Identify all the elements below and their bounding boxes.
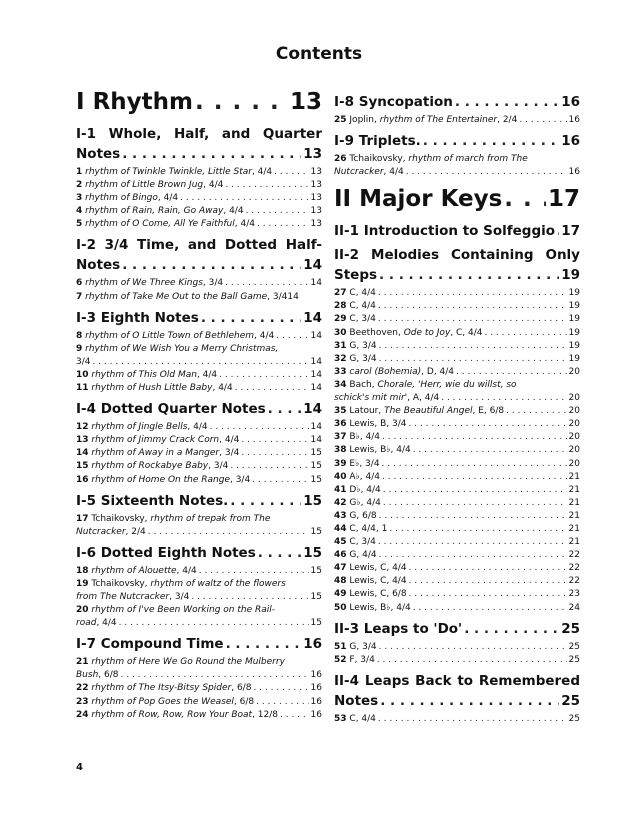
toc-entry: 40 A♭, 4/4 . . . 21	[334, 471, 580, 484]
toc-entry: 18 rhythm of Alouette, 4/4 . . . 15	[76, 565, 322, 578]
toc-entry: 12 rhythm of Jingle Bells, 4/4 . . . 14	[76, 421, 322, 434]
toc-entry: 39 E♭, 3/4 . . . 20	[334, 458, 580, 471]
toc-entry: 46 G, 4/4 . . . 22	[334, 549, 580, 562]
toc-entry: 41 D♭, 4/4 . . . 21	[334, 484, 580, 497]
page-number: 4	[76, 762, 83, 773]
toc-section-heading: I-1 Whole, Half, and Quarter Notes . . . 13	[76, 124, 322, 164]
toc-section-heading: I-3 Eighth Notes . . . 14	[76, 308, 322, 328]
toc-entry: 53 C, 4/4 . . . 25	[334, 713, 580, 726]
toc-section-heading: I-8 Syncopation . . . 16	[334, 92, 580, 112]
toc-entry: 21 rhythm of Here We Go Round the Mulberry Bush, 6/8 . . . 16	[76, 656, 322, 682]
toc-section-heading: II-2 Melodies Containing Only Steps . . . 19	[334, 245, 580, 285]
toc-entry: 15 rhythm of Rockabye Baby, 3/4 . . . 15	[76, 460, 322, 473]
toc-section-heading: I-9 Triplets. . . . 16	[334, 131, 580, 151]
page-title: Contents	[275, 44, 363, 64]
toc-entry: 2 rhythm of Little Brown Jug, 4/4 . . . 13	[76, 179, 322, 192]
toc-entry: 43 G, 6/8 . . . 21	[334, 510, 580, 523]
toc-entry: 25 Joplin, rhythm of The Entertainer, 2/4 . . . 16	[334, 114, 580, 127]
toc-section-heading: I-7 Compound Time . . . 16	[76, 634, 322, 654]
toc-part-heading: II Major Keys . . . 17	[334, 185, 580, 213]
toc-section-heading: II-1 Introduction to Solfeggio . . . 17	[334, 221, 580, 241]
toc-section-heading: I-4 Dotted Quarter Notes . . . 14	[76, 399, 322, 419]
toc-entry: 28 C, 4/4 . . . 19	[334, 300, 580, 313]
toc-entry: 9 rhythm of We Wish You a Merry Christmas, 3/4 . . . 14	[76, 343, 322, 369]
toc-section-heading: II-3 Leaps to 'Do' . . . 25	[334, 619, 580, 639]
toc-entry: 14 rhythm of Away in a Manger, 3/4 . . . 15	[76, 447, 322, 460]
toc-entry: 36 Lewis, B, 3/4 . . . 20	[334, 418, 580, 431]
toc-section-heading: II-4 Leaps Back to Remembered Notes . . . 25	[334, 671, 580, 711]
toc-entry: 16 rhythm of Home On the Range, 3/4 . . . 15	[76, 474, 322, 487]
toc-part-heading: I Rhythm . . . 13	[76, 88, 322, 116]
toc-entry: 10 rhythm of This Old Man, 4/4 . . . 14	[76, 369, 322, 382]
toc-entry: 1 rhythm of Twinkle Twinkle, Little Star, 4/4 . . . 13	[76, 166, 322, 179]
toc-entry: 33 carol (Bohemia), D, 4/4 . . . 20	[334, 366, 580, 379]
toc-entry: 31 G, 3/4 . . . 19	[334, 340, 580, 353]
toc-entry: 3 rhythm of Bingo, 4/4 . . . 13	[76, 192, 322, 205]
toc-entry: 30 Beethoven, Ode to Joy, C, 4/4 . . . 19	[334, 327, 580, 340]
toc-entry: 47 Lewis, C, 4/4 . . . 22	[334, 562, 580, 575]
toc-section-heading: I-5 Sixteenth Notes. . . . 15	[76, 491, 322, 511]
toc-entry: 51 G, 3/4 . . . 25	[334, 641, 580, 654]
toc-entry: 52 F, 3/4 . . . 25	[334, 654, 580, 667]
toc-entry: 27 C, 4/4 . . . 19	[334, 287, 580, 300]
toc-entry: 20 rhythm of I've Been Working on the Rail- road, 4/4 . . . 15	[76, 604, 322, 630]
toc-entry: 5 rhythm of O Come, All Ye Faithful, 4/4 . . . 13	[76, 218, 322, 231]
toc-left-column	[76, 88, 322, 722]
toc-entry: 49 Lewis, C, 6/8 . . . 23	[334, 588, 580, 601]
toc-entry: 13 rhythm of Jimmy Crack Corn, 4/4 . . . 14	[76, 434, 322, 447]
toc-entry: 37 B♭, 4/4 . . . 20	[334, 431, 580, 444]
toc-section-heading: I-2 3/4 Time, and Dotted Half- Notes . . . 14	[76, 235, 322, 275]
toc-right-column	[334, 88, 580, 726]
toc-entry: 19 Tchaikovsky, rhythm of waltz of the flowers from The Nutcracker, 3/4 . . . 15	[76, 578, 322, 604]
toc-entry: 26 Tchaikovsky, rhythm of march from The Nutcracker, 4/4 . . . 16	[334, 153, 580, 179]
toc-entry: 32 G, 3/4 . . . 19	[334, 353, 580, 366]
toc-entry: 4 rhythm of Rain, Rain, Go Away, 4/4 . . . 13	[76, 205, 322, 218]
toc-entry: 23 rhythm of Pop Goes the Weasel, 6/8 . . . 16	[76, 696, 322, 709]
toc-entry: 38 Lewis, B♭, 4/4 . . . 20	[334, 444, 580, 457]
toc-section-heading: I-6 Dotted Eighth Notes . . . 15	[76, 543, 322, 563]
toc-entry: 7 rhythm of Take Me Out to the Ball Game, 3/4 14	[76, 291, 299, 302]
toc-entry: 35 Latour, The Beautiful Angel, E, 6/8 . . . 20	[334, 405, 580, 418]
toc-entry: 48 Lewis, C, 4/4 . . . 22	[334, 575, 580, 588]
toc-entry: 22 rhythm of The Itsy-Bitsy Spider, 6/8 . . . 16	[76, 682, 322, 695]
toc-entry: 17 Tchaikovsky, rhythm of trepak from The Nutcracker, 2/4 . . . 15	[76, 513, 322, 539]
toc-entry: 6 rhythm of We Three Kings, 3/4 . . . 14	[76, 277, 322, 290]
toc-entry: 34 Bach, Chorale, 'Herr, wie du willst, so schick's mit mir', A, 4/4 . . . 20	[334, 379, 580, 405]
toc-entry: 11 rhythm of Hush Little Baby, 4/4 . . . 14	[76, 382, 322, 395]
toc-entry: 8 rhythm of O Little Town of Bethlehem, 4/4 . . . 14	[76, 330, 322, 343]
toc-entry: 50 Lewis, B♭, 4/4 . . . 24	[334, 602, 580, 615]
toc-entry: 45 C, 3/4 . . . 21	[334, 536, 580, 549]
toc-entry: 44 C, 4/4, 1 . . . 21	[334, 523, 580, 536]
toc-entry: 42 G♭, 4/4 . . . 21	[334, 497, 580, 510]
toc-entry: 24 rhythm of Row, Row, Row Your Boat, 12/8 . . . 16	[76, 709, 322, 722]
toc-entry: 29 C, 3/4 . . . 19	[334, 313, 580, 326]
